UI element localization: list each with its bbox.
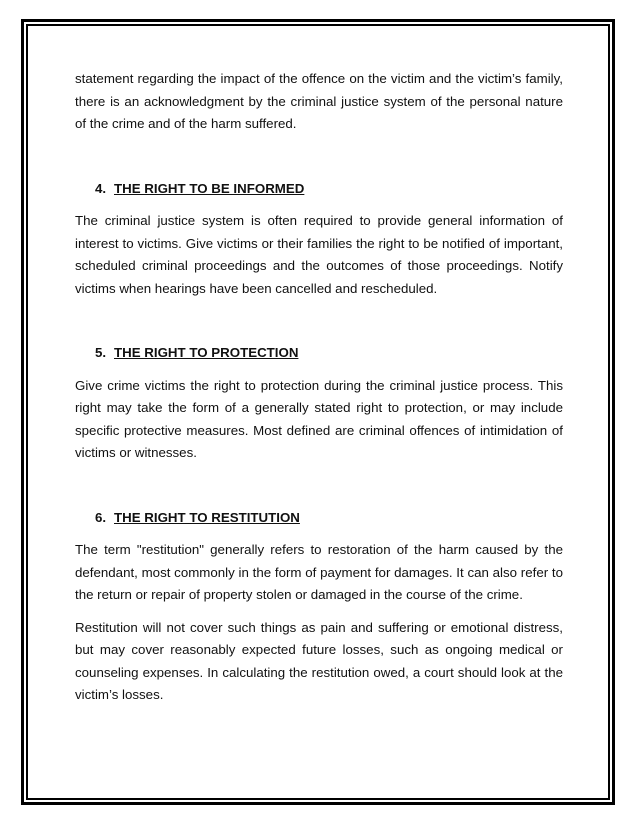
section-number: 6. <box>95 509 107 525</box>
section-number: 5. <box>95 345 107 360</box>
section-number: 4. <box>95 180 107 196</box>
section-paragraph: The criminal justice system is often required to provide general information of interest to victims. Give victims or their families the right to be notified of important, scheduled criminal proceedings and the outcomes of those proceedings. Notify victims when hearings have been cancelled and rescheduled. <box>75 213 563 296</box>
section-title: THE RIGHT TO BE INFORMED <box>114 180 305 196</box>
section-heading-informed <box>75 178 563 201</box>
section-paragraph: The term "restitution" generally refers to restoration of the harm caused by the defendant, most commonly in the form of payment for damages. It can also refer to the return or repair of property stolen or damaged in the course of the crime. <box>75 542 563 602</box>
section-paragraph: Restitution will not cover such things as pain and suffering or emotional distress, but may cover reasonably expected future losses, such as ongoing medical or counseling expenses. In calculating the restitution owed, a court should look at the victim’s losses. <box>75 619 563 702</box>
section-heading-protection <box>75 342 563 365</box>
section-title: THE RIGHT TO PROTECTION <box>114 345 299 360</box>
intro-paragraph: statement regarding the impact of the offence on the victim and the victim’s family, there is an acknowledgment by the criminal justice system of the personal nature of the crime and of the harm suffered. <box>75 71 563 131</box>
document-body <box>75 68 563 707</box>
section-heading-restitution <box>75 507 563 530</box>
section-paragraph: Give crime victims the right to protection during the criminal justice process. This right may take the form of a generally stated right to protection, or may include specific protective measures. Most defined are criminal offences of intimidation of victims or witnesses. <box>75 377 563 460</box>
section-title: THE RIGHT TO RESTITUTION <box>114 509 300 525</box>
